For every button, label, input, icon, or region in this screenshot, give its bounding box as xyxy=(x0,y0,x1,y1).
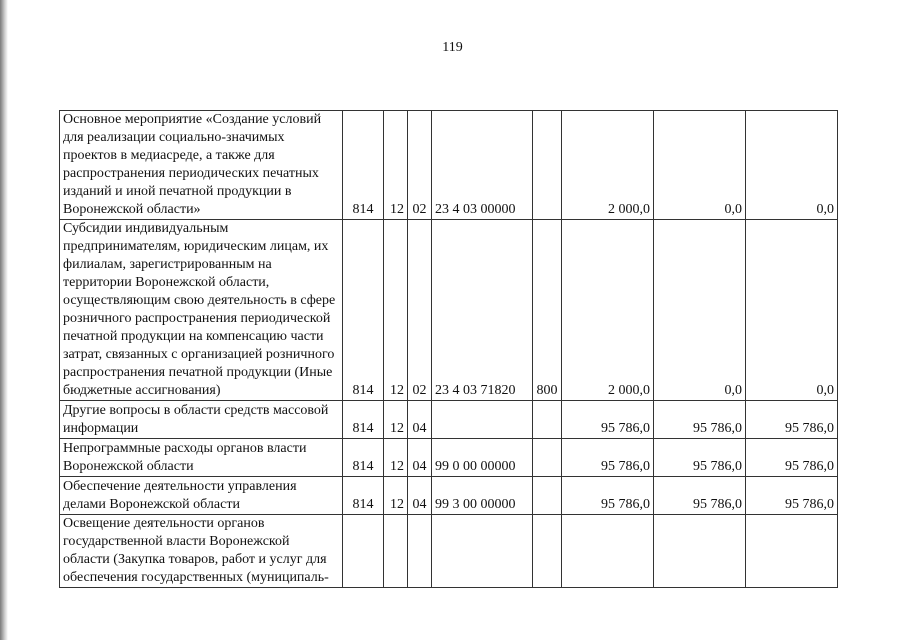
cell-section: 12 xyxy=(384,477,408,515)
table-row xyxy=(60,111,838,220)
row-name: Основное мероприятие «Создание условий для реализации социально-значимых проектов в медиасреде, а также для распространения периодических печатных изданий и иной печатной продукции в Воронежской области» xyxy=(60,111,343,220)
scan-shadow-edge xyxy=(0,0,8,640)
cell-grbs: 814 xyxy=(343,401,384,439)
cell-sum-year3: 95 786,0 xyxy=(746,439,838,477)
cell-sum-year1: 95 786,0 xyxy=(562,401,654,439)
cell-subsection: 04 xyxy=(408,477,432,515)
cell-sum-year1: 2 000,0 xyxy=(562,220,654,401)
cell-subsection: 02 xyxy=(408,220,432,401)
table-row xyxy=(60,439,838,477)
cell-sum-year3 xyxy=(746,515,838,588)
cell-sum-year3: 0,0 xyxy=(746,111,838,220)
cell-section xyxy=(384,515,408,588)
cell-sum-year1: 95 786,0 xyxy=(562,439,654,477)
cell-section: 12 xyxy=(384,401,408,439)
cell-target-code: 23 4 03 00000 xyxy=(432,111,533,220)
cell-sum-year2: 0,0 xyxy=(654,111,746,220)
cell-sum-year3: 0,0 xyxy=(746,220,838,401)
cell-sum-year2: 95 786,0 xyxy=(654,477,746,515)
cell-grbs: 814 xyxy=(343,477,384,515)
page-number: 119 xyxy=(442,40,463,55)
table-row xyxy=(60,401,838,439)
cell-section: 12 xyxy=(384,220,408,401)
cell-sum-year2 xyxy=(654,515,746,588)
row-name: Другие вопросы в области средств массовой информации xyxy=(60,401,343,439)
cell-subsection: 02 xyxy=(408,111,432,220)
cell-grbs xyxy=(343,515,384,588)
cell-subsection: 04 xyxy=(408,401,432,439)
cell-sum-year3: 95 786,0 xyxy=(746,401,838,439)
cell-grbs: 814 xyxy=(343,220,384,401)
cell-sum-year2: 0,0 xyxy=(654,220,746,401)
budget-table xyxy=(59,110,838,588)
cell-expense-type xyxy=(533,111,562,220)
cell-section: 12 xyxy=(384,111,408,220)
cell-grbs: 814 xyxy=(343,439,384,477)
cell-expense-type xyxy=(533,439,562,477)
cell-sum-year2: 95 786,0 xyxy=(654,401,746,439)
table-row xyxy=(60,515,838,588)
cell-expense-type: 800 xyxy=(533,220,562,401)
cell-target-code xyxy=(432,515,533,588)
cell-target-code: 99 0 00 00000 xyxy=(432,439,533,477)
cell-target-code: 99 3 00 00000 xyxy=(432,477,533,515)
cell-sum-year1: 95 786,0 xyxy=(562,477,654,515)
table-row xyxy=(60,220,838,401)
cell-grbs: 814 xyxy=(343,111,384,220)
row-name: Освещение деятельности органов государственной власти Воронежской области (Закупка товаров, работ и услуг для обеспечения государственных (муниципаль- xyxy=(60,515,343,588)
cell-sum-year2: 95 786,0 xyxy=(654,439,746,477)
cell-subsection xyxy=(408,515,432,588)
cell-section: 12 xyxy=(384,439,408,477)
row-name: Субсидии индивидуальным предпринимателям, юридическим лицам, их филиалам, зарегистрированным на территории Воронежской области, осуществляющим свою деятельность в сфере розничного распространения периодической печатной продукции на компенсацию части затрат, связанных с организацией розничного распространения печатной продукции (Иные бюджетные ассигнования) xyxy=(60,220,343,401)
cell-sum-year1 xyxy=(562,515,654,588)
row-name: Непрограммные расходы органов власти Воронежской области xyxy=(60,439,343,477)
cell-expense-type xyxy=(533,401,562,439)
cell-expense-type xyxy=(533,515,562,588)
cell-sum-year1: 2 000,0 xyxy=(562,111,654,220)
cell-target-code: 23 4 03 71820 xyxy=(432,220,533,401)
table-row xyxy=(60,477,838,515)
cell-expense-type xyxy=(533,477,562,515)
row-name: Обеспечение деятельности управления делами Воронежской области xyxy=(60,477,343,515)
cell-sum-year3: 95 786,0 xyxy=(746,477,838,515)
cell-subsection: 04 xyxy=(408,439,432,477)
cell-target-code xyxy=(432,401,533,439)
